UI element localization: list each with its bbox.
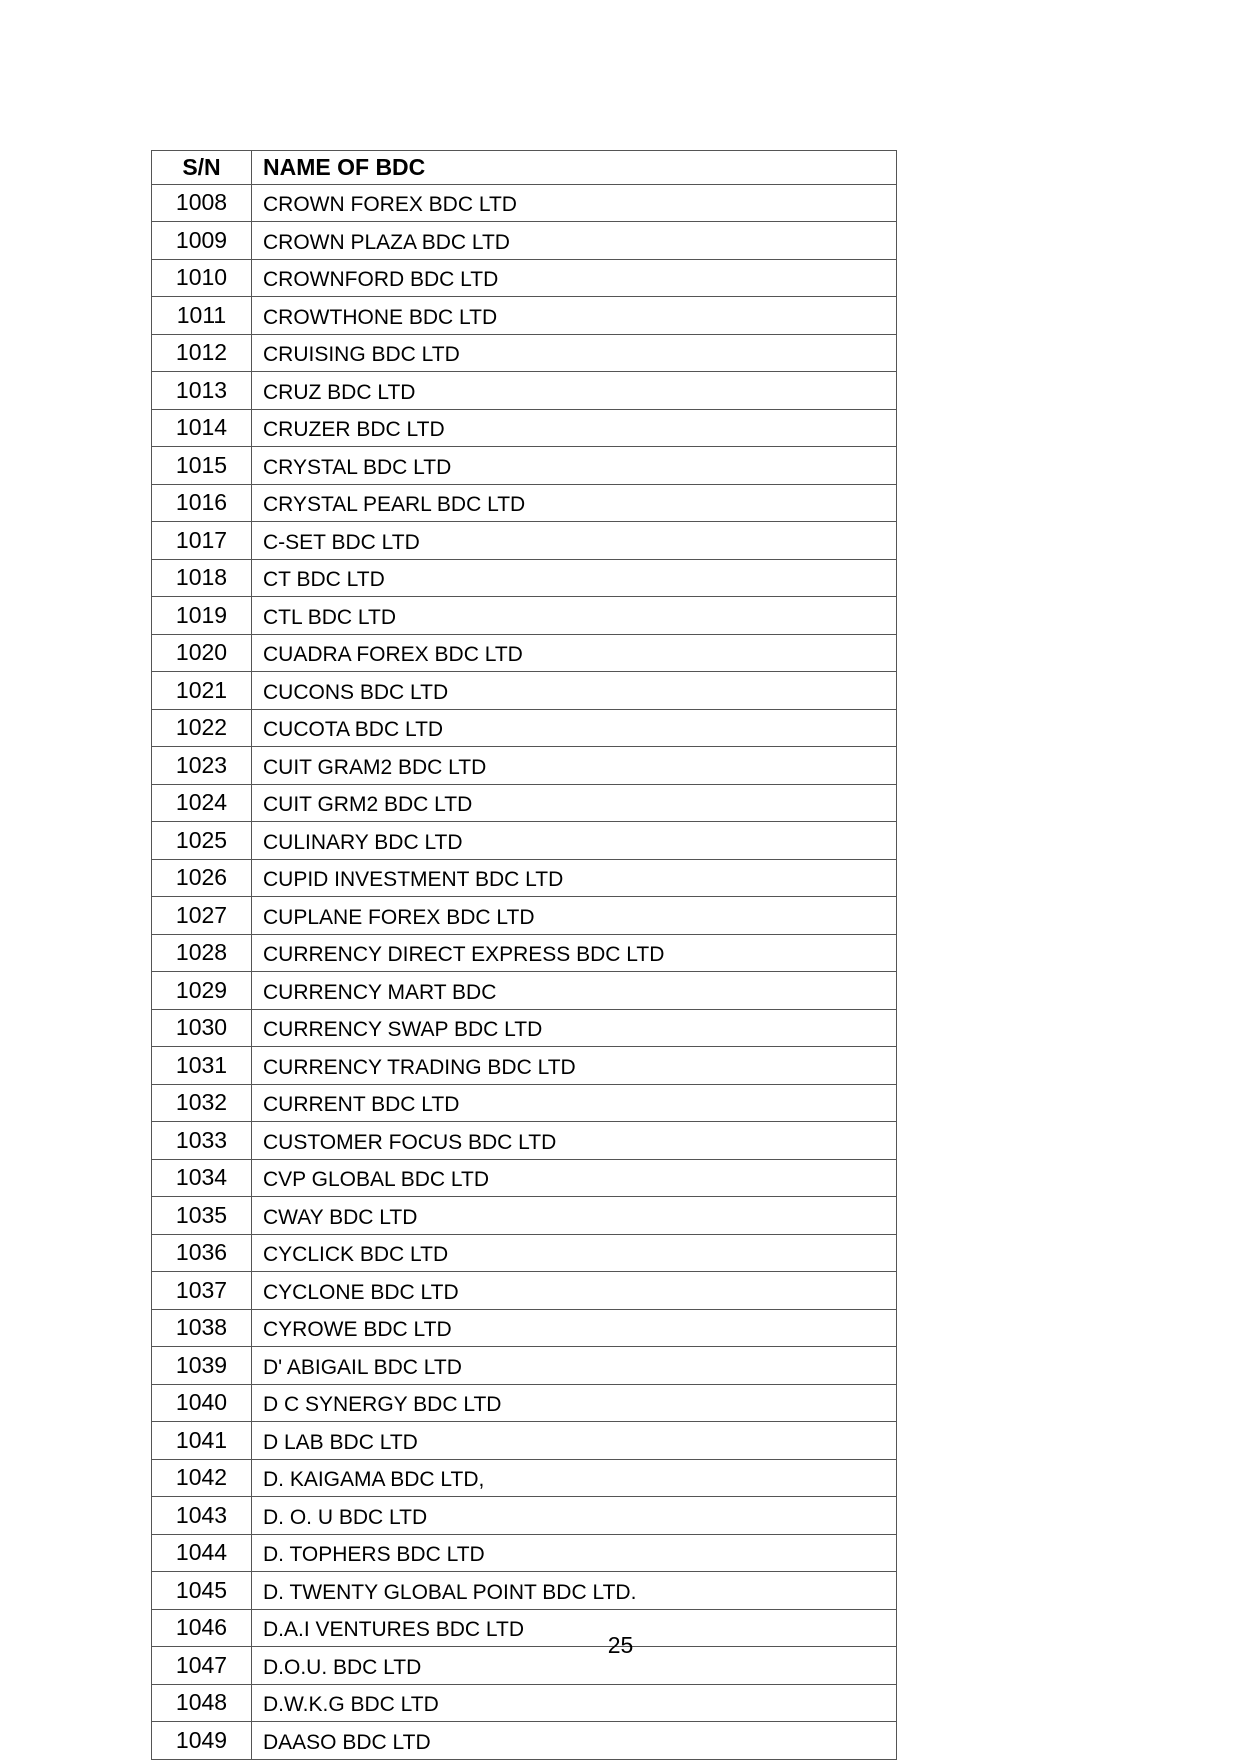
row-name: CWAY BDC LTD [252, 1197, 897, 1235]
table-row [152, 597, 897, 635]
row-name: C-SET BDC LTD [252, 522, 897, 560]
row-name: CURRENCY SWAP BDC LTD [252, 1009, 897, 1047]
row-sn: 1033 [152, 1122, 252, 1160]
row-name: CUADRA FOREX BDC LTD [252, 634, 897, 672]
row-name: CYCLONE BDC LTD [252, 1272, 897, 1310]
row-sn: 1013 [152, 372, 252, 410]
table-row [152, 1234, 897, 1272]
row-name: CROWNFORD BDC LTD [252, 259, 897, 297]
row-name: CRYSTAL PEARL BDC LTD [252, 484, 897, 522]
row-sn: 1025 [152, 822, 252, 860]
row-sn: 1048 [152, 1684, 252, 1722]
row-sn: 1039 [152, 1347, 252, 1385]
row-sn: 1037 [152, 1272, 252, 1310]
row-name: CURRENCY MART BDC [252, 972, 897, 1010]
table-row [152, 709, 897, 747]
table-row [152, 1047, 897, 1085]
table-row [152, 1384, 897, 1422]
table-row [152, 822, 897, 860]
row-sn: 1047 [152, 1647, 252, 1685]
row-name: CUIT GRM2 BDC LTD [252, 784, 897, 822]
header-sn: S/N [152, 151, 252, 185]
row-name: CUSTOMER FOCUS BDC LTD [252, 1122, 897, 1160]
row-name: D' ABIGAIL BDC LTD [252, 1347, 897, 1385]
table-row [152, 1722, 897, 1760]
row-sn: 1024 [152, 784, 252, 822]
table-row [152, 372, 897, 410]
table-row [152, 259, 897, 297]
row-sn: 1035 [152, 1197, 252, 1235]
table-row [152, 1084, 897, 1122]
row-name: D.W.K.G BDC LTD [252, 1684, 897, 1722]
table-row [152, 1197, 897, 1235]
table-row [152, 897, 897, 935]
row-name: D.A.I VENTURES BDC LTD [252, 1609, 897, 1647]
row-name: CROWN FOREX BDC LTD [252, 184, 897, 222]
row-sn: 1043 [152, 1497, 252, 1535]
row-sn: 1040 [152, 1384, 252, 1422]
row-name: CUCONS BDC LTD [252, 672, 897, 710]
row-sn: 1022 [152, 709, 252, 747]
table-row [152, 409, 897, 447]
row-name: CRUZ BDC LTD [252, 372, 897, 410]
table-header-row [152, 151, 897, 185]
row-sn: 1021 [152, 672, 252, 710]
row-name: CRUISING BDC LTD [252, 334, 897, 372]
row-sn: 1036 [152, 1234, 252, 1272]
row-sn: 1042 [152, 1459, 252, 1497]
row-name: CTL BDC LTD [252, 597, 897, 635]
row-name: DAASO BDC LTD [252, 1722, 897, 1760]
table-row [152, 1347, 897, 1385]
table-row [152, 1534, 897, 1572]
row-name: CROWTHONE BDC LTD [252, 297, 897, 335]
row-sn: 1010 [152, 259, 252, 297]
row-sn: 1027 [152, 897, 252, 935]
row-name: CYROWE BDC LTD [252, 1309, 897, 1347]
row-name: CURRENCY DIRECT EXPRESS BDC LTD [252, 934, 897, 972]
row-name: CUPLANE FOREX BDC LTD [252, 897, 897, 935]
row-name: CVP GLOBAL BDC LTD [252, 1159, 897, 1197]
table-row [152, 1272, 897, 1310]
table-row [152, 522, 897, 560]
row-name: CRUZER BDC LTD [252, 409, 897, 447]
row-name: CUIT GRAM2 BDC LTD [252, 747, 897, 785]
row-sn: 1017 [152, 522, 252, 560]
row-name: D. TOPHERS BDC LTD [252, 1534, 897, 1572]
table-row [152, 334, 897, 372]
table-row [152, 859, 897, 897]
table-row [152, 1497, 897, 1535]
row-sn: 1029 [152, 972, 252, 1010]
table-row [152, 1422, 897, 1460]
bdc-table [151, 150, 897, 1760]
row-sn: 1030 [152, 1009, 252, 1047]
row-name: D C SYNERGY BDC LTD [252, 1384, 897, 1422]
table-row [152, 972, 897, 1010]
table-row [152, 1159, 897, 1197]
row-sn: 1008 [152, 184, 252, 222]
row-sn: 1028 [152, 934, 252, 972]
row-name: CURRENCY TRADING BDC LTD [252, 1047, 897, 1085]
row-sn: 1038 [152, 1309, 252, 1347]
row-name: D. TWENTY GLOBAL POINT BDC LTD. [252, 1572, 897, 1610]
table-row [152, 1572, 897, 1610]
row-sn: 1046 [152, 1609, 252, 1647]
header-name: NAME OF BDC [252, 151, 897, 185]
row-sn: 1011 [152, 297, 252, 335]
row-name: CURRENT BDC LTD [252, 1084, 897, 1122]
table-row [152, 672, 897, 710]
row-sn: 1019 [152, 597, 252, 635]
table-row [152, 747, 897, 785]
row-sn: 1026 [152, 859, 252, 897]
row-name: CYCLICK BDC LTD [252, 1234, 897, 1272]
row-name: D. O. U BDC LTD [252, 1497, 897, 1535]
row-name: CUCOTA BDC LTD [252, 709, 897, 747]
row-sn: 1015 [152, 447, 252, 485]
row-sn: 1034 [152, 1159, 252, 1197]
table-row [152, 484, 897, 522]
row-sn: 1018 [152, 559, 252, 597]
table-row [152, 559, 897, 597]
table-row [152, 222, 897, 260]
row-sn: 1009 [152, 222, 252, 260]
row-sn: 1020 [152, 634, 252, 672]
table-row [152, 1309, 897, 1347]
table-row [152, 1684, 897, 1722]
table-row [152, 934, 897, 972]
table-row [152, 1459, 897, 1497]
row-name: CUPID INVESTMENT BDC LTD [252, 859, 897, 897]
table-row [152, 634, 897, 672]
row-name: CRYSTAL BDC LTD [252, 447, 897, 485]
row-sn: 1044 [152, 1534, 252, 1572]
row-sn: 1016 [152, 484, 252, 522]
row-sn: 1032 [152, 1084, 252, 1122]
row-name: CT BDC LTD [252, 559, 897, 597]
row-name: D. KAIGAMA BDC LTD, [252, 1459, 897, 1497]
row-name: D.O.U. BDC LTD [252, 1647, 897, 1685]
table-row [152, 1122, 897, 1160]
row-name: D LAB BDC LTD [252, 1422, 897, 1460]
row-sn: 1049 [152, 1722, 252, 1760]
table-row [152, 1009, 897, 1047]
row-sn: 1031 [152, 1047, 252, 1085]
row-name: CULINARY BDC LTD [252, 822, 897, 860]
table-row [152, 447, 897, 485]
page-number: 25 [607, 1632, 634, 1658]
row-sn: 1023 [152, 747, 252, 785]
row-sn: 1014 [152, 409, 252, 447]
table-body [152, 184, 897, 1759]
row-name: CROWN PLAZA BDC LTD [252, 222, 897, 260]
table-row [152, 297, 897, 335]
row-sn: 1012 [152, 334, 252, 372]
row-sn: 1045 [152, 1572, 252, 1610]
row-sn: 1041 [152, 1422, 252, 1460]
table-row [152, 184, 897, 222]
table-row [152, 784, 897, 822]
